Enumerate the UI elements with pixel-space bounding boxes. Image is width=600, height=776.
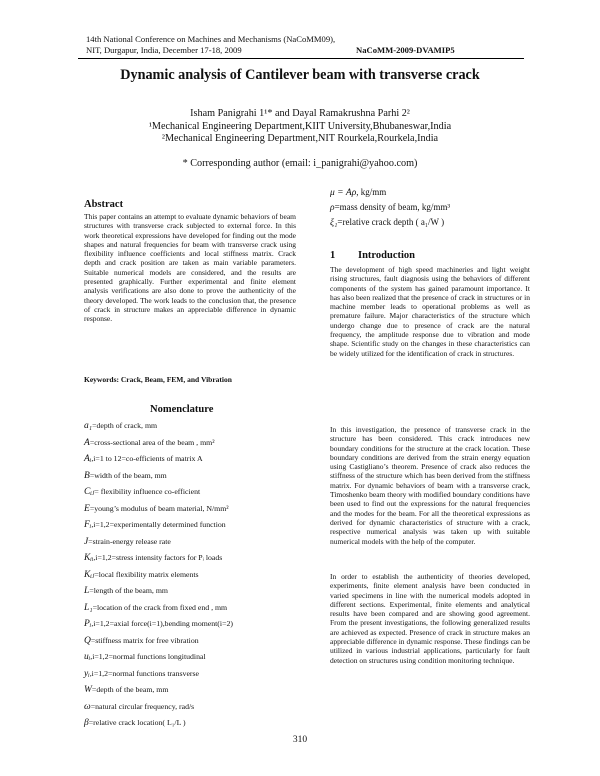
nomenclature-symbol: a₁ <box>84 421 93 431</box>
conference-line-1: 14th National Conference on Machines and Mechanisms (NaCoMM09), <box>86 34 336 44</box>
nomenclature-symbol: Kᵢⱼ <box>84 569 95 580</box>
nomenclature-description: =location of the crack from fixed end , mm <box>92 602 228 612</box>
nomenclature-item <box>84 633 299 650</box>
nomenclature-item <box>84 468 299 485</box>
nomenclature-item <box>84 715 299 732</box>
nomenclature-item <box>84 616 299 633</box>
nomenclature-symbol: yᵢ <box>84 668 90 679</box>
nomenclature-description: =local flexibility matrix elements <box>94 569 199 579</box>
intro-heading: Introduction <box>358 250 415 261</box>
nomenclature-description: ,i=1,2=stress intensity factors for Pᵢ loads <box>93 553 223 562</box>
nomenclature-description: = flexibility influence co-efficient <box>94 487 201 496</box>
abstract-text: This paper contains an attempt to evaluate dynamic behaviors of beam structures with transverse crack subjected to external force. In this work theoretical expressions have developed for finding out the mode shapes and natural frequencies for beam with transverse crack using flexibility influence coefficients and local stiffness matrix. Crack depth and crack position are taken as main variable parameters. Suitable numerical models are considered, and the results are presented graphically. Further experimental and finite element analysis verifications are also done to prove the authenticity of the theory developed. The work leads to the conclusion that, the presence of crack in structure makes an appreciable difference in dynamic response. <box>84 212 296 324</box>
intro-paragraph-1: The development of high speed machineries and light weight rising structures, fault diagnosis using the behaviors of different components of the system has gained paramount importance. It has also been realized that the presence of crack in structures or in machine member leads to operational problems as well as premature failure. Major characteristics of the structure which undergo change due to presence of crack are the natural frequency, the amplitude response due to vibration and mode shape. Scientific study on the changes in these characteristics can be widely utilized for the identification of crack in structures. <box>330 265 530 358</box>
symbol-item <box>330 185 530 200</box>
nomenclature-item <box>84 451 299 468</box>
nomenclature-item <box>84 435 299 452</box>
nomenclature-description: =depth of the beam, mm <box>91 685 169 694</box>
nomenclature-item <box>84 484 299 501</box>
intro-heading-number: 1 <box>330 250 336 261</box>
symbol-symbol: ρ <box>330 203 335 213</box>
nomenclature-item <box>84 600 299 617</box>
nomenclature-item <box>84 550 299 567</box>
nomenclature-description: =width of the beam, mm <box>89 470 167 480</box>
nomenclature-description: =relative crack location( L₁/L ) <box>88 718 186 727</box>
nomenclature-description: ,i=1,2=axial force(i=1),bending moment(i=2) <box>91 619 233 628</box>
nomenclature-symbol: Aᵢ <box>84 454 92 464</box>
nomenclature-item <box>84 583 299 600</box>
intro-paragraph-2: In this investigation, the presence of transverse crack in the structure has been considered. This crack introduces new boundary conditions for the structure at the crack location. These boundary conditions are derived from the strain energy equation using Castigliano’s theorem. Presence of crack also reduces the stiffness of the structure which has been derived from the stiffness matrix. For dynamic behaviors of beam with a transverse crack, Timoshenko beam theory with modified boundary conditions have been used to find out the expressions for the natural frequencies and the modes for the beam. For all the theoretical expressions as derived for dynamic characteristics of structure with a crack, respective numerical analysis was taken up with suitable numerical models with the help of the computer. <box>330 425 530 546</box>
nomenclature-symbol: Pᵢ <box>84 619 92 629</box>
nomenclature-symbol: β <box>84 718 89 728</box>
page-number: 310 <box>292 735 308 745</box>
nomenclature-symbol: W <box>84 685 92 695</box>
nomenclature-symbol: J <box>84 536 89 547</box>
nomenclature-description: ,i=1,2=normal functions transverse <box>89 668 199 678</box>
header-rule <box>78 58 524 59</box>
symbol-symbol: ξ₁ <box>330 218 338 228</box>
conference-line-2: NIT, Durgapur, India, December 17-18, 2009 <box>86 45 242 55</box>
nomenclature-symbol: L₁ <box>84 602 93 613</box>
nomenclature-item <box>84 501 299 518</box>
nomenclature-symbol: uᵢ <box>84 652 91 662</box>
nomenclature-symbol: Fᵢ <box>84 520 92 530</box>
nomenclature-description: ,i=1 to 12=co-efficients of matrix A <box>91 454 203 463</box>
nomenclature-description: =stiffness matrix for free vibration <box>90 635 199 645</box>
paper-title: Dynamic analysis of Cantilever beam with transverse crack <box>120 67 480 83</box>
symbols-list <box>330 185 530 230</box>
nomenclature-item <box>84 682 299 699</box>
nomenclature-symbol: B <box>84 470 90 481</box>
nomenclature-item <box>84 534 299 551</box>
nomenclature-symbol: Q <box>84 635 91 646</box>
nomenclature-symbol: E <box>84 503 90 514</box>
nomenclature-symbol: Cᵢⱼ <box>84 487 95 497</box>
symbol-item <box>330 200 530 215</box>
nomenclature-list <box>84 418 299 732</box>
nomenclature-description: =depth of crack, mm <box>92 421 158 430</box>
abstract-heading: Abstract <box>84 199 124 210</box>
nomenclature-symbol: A <box>84 437 90 448</box>
nomenclature-symbol: Kᵢᵢ <box>84 553 94 563</box>
nomenclature-item <box>84 418 299 435</box>
nomenclature-description: =strain-energy release rate <box>88 536 171 546</box>
symbol-symbol: μ = Aρ <box>330 188 357 198</box>
intro-paragraph-3: In order to establish the authenticity of theories developed, experiments, finite element analysis have been conducted in varied specimens in line with the numerical models adopted in different sections. Experimental, finite elements and analytical results have been compared and are showing good agreement. From the present investigations, the following generalized results are achieved as expected. Presence of crack in structure makes an appreciable difference in dynamic response. These findings can be utilized in various industrial applications, particularly for fault detection on structures using condition monitoring technique. <box>330 572 530 665</box>
keywords: Keywords: Crack, Beam, FEM, and Vibration <box>84 375 232 384</box>
affiliation-2: ²Mechanical Engineering Department,NIT Rourkela,Rourkela,India <box>161 133 439 144</box>
nomenclature-item <box>84 649 299 666</box>
corresponding-author: * Corresponding author (email: i_panigrahi@yahoo.com) <box>182 158 418 169</box>
nomenclature-heading: Nomenclature <box>150 404 214 415</box>
nomenclature-item <box>84 517 299 534</box>
nomenclature-description: =young’s modulus of beam material, N/mm² <box>89 503 229 513</box>
nomenclature-item <box>84 666 299 683</box>
nomenclature-description: =cross-sectional area of the beam , mm² <box>89 437 215 447</box>
symbol-item <box>330 215 530 230</box>
authors: Isham Panigrahi 1¹* and Dayal Ramakrushna Parhi 2² <box>190 108 410 119</box>
affiliation-1: ¹Mechanical Engineering Department,KIIT University,Bhubaneswar,India <box>148 121 452 132</box>
nomenclature-description: ,i=1,2=experimentally determined function <box>91 520 226 529</box>
nomenclature-item <box>84 699 299 716</box>
symbol-description: , kg/mm <box>356 187 387 197</box>
nomenclature-description: =length of the beam, mm <box>89 586 168 595</box>
paper-code: NaCoMM-2009-DVAMIP5 <box>356 45 455 55</box>
nomenclature-symbol: L <box>84 586 90 596</box>
nomenclature-item <box>84 567 299 584</box>
nomenclature-description: ,i=1,2=normal functions longitudinal <box>90 652 206 661</box>
symbol-description: =mass density of beam, kg/mm³ <box>334 202 451 212</box>
nomenclature-symbol: ω <box>84 701 91 712</box>
symbol-description: =relative crack depth ( a₁/W ) <box>337 217 445 227</box>
nomenclature-description: =natural circular frequency, rad/s <box>90 701 195 711</box>
